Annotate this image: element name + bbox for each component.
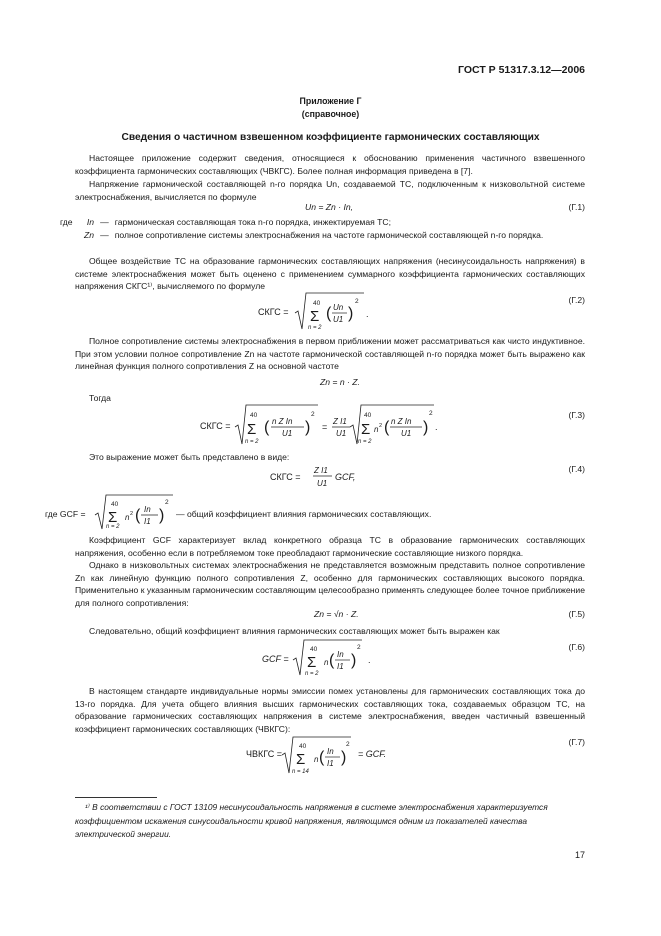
eq6-lhs: GCF = — [262, 654, 289, 664]
equation-number-g5: (Г.5) — [568, 609, 585, 619]
eq7-lower: n = 14 — [292, 769, 309, 775]
eq3-lhs: СКГС = — [200, 421, 231, 431]
eq6-frac-den: I1 — [337, 662, 344, 671]
eq3-frac-den: U1 — [282, 429, 293, 438]
appendix-title: Приложение Г — [299, 96, 362, 106]
eq6-n: n — [324, 658, 329, 667]
gcf-lower: n = 2 — [106, 524, 120, 530]
equation-g4 — [270, 461, 380, 493]
section-title: Сведения о частичном взвешенном коэффициенте гармонических составляющих — [121, 132, 540, 143]
footnote-divider — [75, 797, 157, 798]
eq4-tail: GCF, — [335, 472, 356, 482]
gcf-frac-num: In — [144, 505, 151, 514]
eq3-paren-l2: ( — [384, 419, 390, 436]
eq3-lower: n = 2 — [245, 439, 259, 445]
eq2-paren-l: ( — [326, 305, 332, 322]
paragraph-low-voltage: Однако в низковольтных системах электроснабжения не представляется возможным представить полное сопротивление Zn как линейную функцию полного сопротивления Z, особенно для гармонических составляющих высокого порядка. Применительно к указанным гармоническим составляющим целесообразно применять следующее более точное приближение для полного сопротивления: — [75, 560, 585, 608]
eq3-power: 2 — [311, 411, 315, 418]
eq3-sigma-2: Σ — [361, 421, 371, 438]
eq7-tail: = GCF. — [358, 749, 387, 759]
equation-gcf-definition — [45, 493, 495, 531]
footnote: ¹⁾ В соответствии с ГОСТ 13109 несинусоидальность напряжения в системе электроснабжения характеризуется коэффициентом искажения синусоидальности кривой напряжения, являющимся одним из показателей качества электрической энергии. — [75, 802, 548, 840]
gcf-upper: 40 — [111, 501, 119, 508]
eq7-frac-den: I1 — [327, 759, 334, 768]
eq7-sigma: Σ — [296, 751, 306, 768]
eq3-n: n — [374, 425, 379, 434]
eq3-power-2: 2 — [429, 410, 433, 417]
eq7-paren-r: ) — [341, 749, 347, 766]
paragraph-therefore: Следовательно, общий коэффициент влияния гармонических составляющих может быть выражен как — [89, 626, 500, 636]
eq2-power: 2 — [355, 298, 359, 305]
eq3-tail: . — [435, 422, 438, 432]
eq4-frac-den: U1 — [317, 479, 328, 488]
eq7-upper: 40 — [299, 743, 307, 750]
equation-g5: Zn = √n · Z. — [314, 609, 359, 619]
equation-number-g1: (Г.1) — [568, 202, 585, 212]
eq2-lower: n = 2 — [308, 325, 322, 331]
eq2-frac-num: Un — [333, 303, 344, 312]
document-header: ГОСТ Р 51317.3.12—2006 — [458, 64, 585, 76]
where-row-in: где In — гармоническая составляющая тока n-го порядка, инжектируемая ТС; — [60, 217, 391, 227]
eq7-n: n — [314, 755, 319, 764]
eq3-coef-num: Z I1 — [333, 417, 347, 426]
equation-number-g7: (Г.7) — [568, 737, 585, 747]
eq6-upper: 40 — [310, 646, 318, 653]
gcf-paren-r: ) — [159, 507, 165, 524]
eq4-frac-num: Z I1 — [314, 466, 328, 475]
eq6-paren-r: ) — [351, 652, 357, 669]
paragraph-gcf: Коэффициент GCF характеризует вклад конкретного образца ТС в образование гармонических составляющих напряжения, особенно если в потребляемом токе преобладают гармонические составляющие низкого порядка. — [75, 535, 585, 558]
eq3-upper-2: 40 — [364, 412, 372, 419]
eq3-upper: 40 — [250, 412, 258, 419]
equation-number-g3: (Г.3) — [568, 410, 585, 420]
eq3-paren-r2: ) — [423, 419, 429, 436]
paragraph-impedance: Полное сопротивление системы электроснабжения в первом приближении может рассматриваться как чисто индуктивное. При этом условии полное сопротивление Zn на частоте гармонической составляющей n-го порядка может быть выражено как линейная функция полного сопротивления Z на основной частоте — [75, 336, 585, 372]
gcf-power: 2 — [165, 499, 169, 506]
equation-g3 — [200, 402, 440, 448]
appendix-subtitle: (справочное) — [301, 109, 360, 119]
eq6-frac-num: In — [337, 650, 344, 659]
gcf-frac-den: I1 — [144, 517, 151, 526]
eq7-frac-num: In — [327, 747, 334, 756]
where-row-zn: Zn — полное сопротивление системы электроснабжения на частоте гармонической составляющей n-го порядка. — [83, 230, 544, 240]
gcf-lead: где GCF = — [45, 509, 86, 519]
eq4-lhs: СКГС = — [270, 472, 301, 482]
gcf-sigma: Σ — [108, 509, 118, 526]
eq3-paren-l: ( — [264, 419, 270, 436]
equation-g7 — [246, 735, 416, 777]
eq3-frac-den-2: U1 — [401, 429, 412, 438]
paragraph-total-effect: Общее воздействие ТС на образование гармонических составляющих напряжения (несинусоидальность напряжения) в системе электроснабжения может быть оценено с применением суммарного коэффициента гармонических составляющих напряжения СКГС¹⁾, вычисляемого по формуле — [75, 256, 585, 292]
gcf-n-power: 2 — [130, 511, 134, 517]
gcf-description: — общий коэффициент влияния гармонических составляющих. — [176, 509, 432, 519]
eq2-sigma: Σ — [310, 308, 320, 325]
eq3-coef-den: U1 — [336, 429, 347, 438]
eq6-tail: . — [368, 655, 371, 665]
eq7-power: 2 — [346, 741, 350, 748]
eq7-lhs: ЧВКГС = — [246, 749, 282, 759]
eq2-paren-r: ) — [348, 305, 354, 322]
paragraph-then: Тогда — [89, 393, 111, 403]
eq2-tail: . — [366, 309, 369, 319]
eq6-power: 2 — [357, 644, 361, 651]
eq3-frac-num: n Z In — [272, 417, 293, 426]
eq2-lhs: СКГС = — [258, 307, 289, 317]
paragraph-emission: В настоящем стандарте индивидуальные нормы эмиссии помех установлены для гармонических составляющих тока до 13-го порядка. Для учета общего влияния высших гармонических составляющих тока, создаваемых образцом ТС, на образование гармонических составляющих напряжения в системе электроснабжения, введен частичный взвешенный коэффициент гармонических составляющих (ЧВКГС): — [75, 686, 585, 734]
eq3-lower-2: n = 2 — [358, 439, 372, 445]
paragraph-intro: Настоящее приложение содержит сведения, относящиеся к обоснованию применения частичного взвешенного коэффициента гармонических составляющих (ЧВКГС). Более полная информация приведена в [7]. — [75, 153, 585, 176]
eq2-frac-den: U1 — [333, 315, 344, 324]
equation-g1: Un = Zn · In, — [305, 202, 353, 212]
eq3-sigma: Σ — [247, 421, 257, 438]
equation-number-g2: (Г.2) — [568, 295, 585, 305]
eq6-paren-l: ( — [329, 652, 335, 669]
equation-number-g4: (Г.4) — [568, 464, 585, 474]
equation-g6 — [262, 638, 382, 678]
eq7-paren-l: ( — [319, 749, 325, 766]
eq3-frac-num-2: n Z In — [391, 417, 412, 426]
gcf-paren-l: ( — [135, 507, 141, 524]
equation-g2 — [258, 291, 378, 335]
eq6-sigma: Σ — [307, 654, 317, 671]
equation-number-g6: (Г.6) — [568, 642, 585, 652]
page-number: 17 — [574, 850, 585, 860]
eq3-paren-r: ) — [305, 419, 311, 436]
eq3-equals: = — [322, 422, 328, 432]
paragraph-harmonic-voltage: Напряжение гармонической составляющей n-го порядка Un, создаваемой ТС, подключенным к низковольтной системе электроснабжения, вычисляется по формуле — [75, 179, 585, 202]
equation-zn: Zn = n · Z. — [320, 377, 360, 387]
eq6-lower: n = 2 — [305, 671, 319, 677]
eq2-upper: 40 — [313, 300, 321, 307]
eq3-n-power: 2 — [379, 423, 383, 429]
gcf-n: n — [125, 513, 130, 522]
paragraph-expression: Это выражение может быть представлено в виде: — [89, 452, 290, 462]
